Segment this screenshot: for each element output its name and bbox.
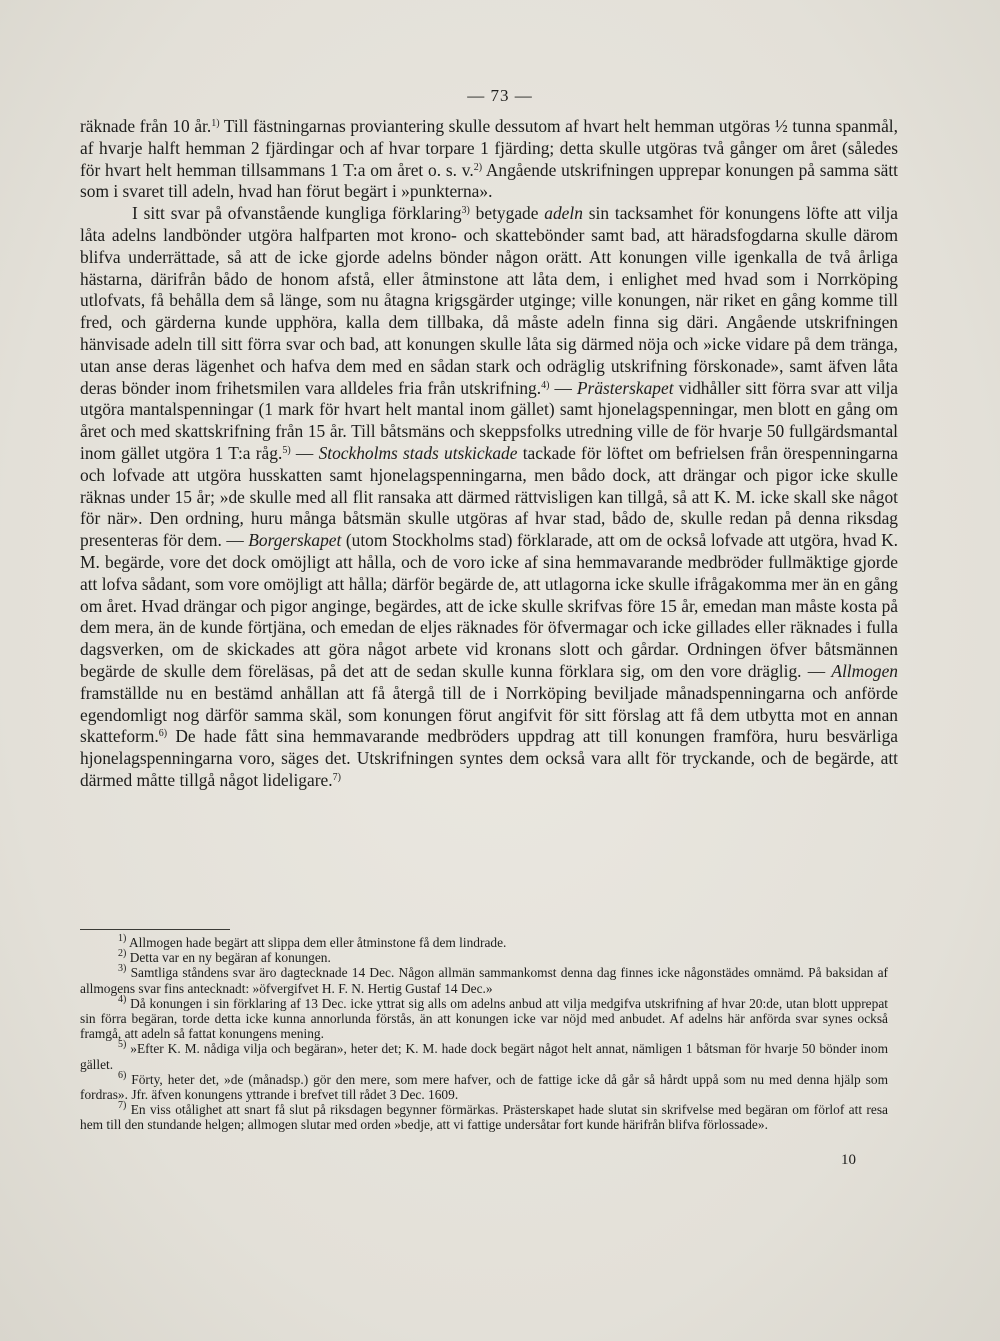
footnote [80,950,888,965]
text-segment: Till fästningarnas proviantering skulle dessutom af hvart helt hemman utgöras ½ tunna spanmål, af hvarje halft hemman 2 fjärdingar och af hvar torpare 1 fjärding; detta skulle utgöras två gånger om året (således för hvart helt hemman tillsammans 1 T:a om året o. s. v. [80,116,898,180]
text-segment: framställde nu en bestämd anhållan att få återgå till de i Norrköping beviljade månadspenningarna och anförde egendomligt nog därför samma skäl, som konungen förut angifvit för sitt förslag att få dem utbytta mot en annan skatteform. [80,682,898,747]
text-segment: räknade från 10 år. [80,116,212,136]
footnote-text: Allmogen hade begärt att slippa dem eller åtminstone få dem lindrade. [126,935,507,950]
text-segment: betygade [469,203,545,224]
footnote [80,1102,888,1132]
text-segment: (utom Stockholms stad) förklarade, att om de också lofvade att utgöra, hvad K. M. begärde, vore det dock omöjligt att hålla, och de voro icke af sina hemmavarande medbröder fullmäktige gjorde att lofva sådant, som vore omöjligt att hålla; därför begärde de, att utlagorna icke skulle ifrågakomma mer än en gång om året. Hvad drängar och pigor anginge, begärdes, att de icke skulle skrifvas före 15 år, emedan man måste kosta på dem mera, än de kunde förtjäna, och emedan de eljes räknades för öfvermagar och icke gillades eller räknades i fulla dagsverken, om de skickades att göra något arbete vid kronans slott och gårdar. Ordningen öfver båtsmännen begärde de skulle dem föreläsas, på det att de sedan skulle kunna förklara sig, om den vore dräglig. — [80,530,898,681]
footnote-text: En viss otålighet att snart få slut på riksdagen begynner förmärkas. Prästerskapet hade slutat sin skrifvelse med begäran om förlof att resa hem till den stundande helgen; allmogen slutar med orden »bedje, att vi fattige undersåtar fort kunde härifrån blifva förlossade». [80,1102,888,1133]
emphasized-text: adeln [544,203,583,224]
footnote-text: »Efter K. M. nådiga vilja och begäran», heter det; K. M. hade dock begärt något helt annat, nämligen 1 båtsman för hvarje 50 bönder inom gället. [80,1041,888,1072]
footnote [80,935,888,950]
footnotes [80,935,888,1133]
footnote-number: 5) [118,1039,127,1051]
footnote-number: 2) [118,948,127,960]
footnote-reference: 4) [541,379,550,391]
footnote-number: 4) [118,993,127,1005]
text-segment: — [290,442,319,463]
text-segment: — [549,377,577,398]
footnote-text: Då konungen i sin förklaring af 13 Dec. icke yttrat sig alls om adelns anbud att vilja medgifva utskrifning af hvar 20:de, utan blott upprepat sin förra begäran, torde detta icke kunna annorlunda förstås, än att konungen icke var nöjd med anbudet. Af adelns här anförda svar synes också framgå, att adeln så fattat konungens mening. [80,995,888,1042]
footnote-number: 3) [118,963,127,975]
emphasized-text: Prästerskapet [576,377,674,398]
text-segment: I sitt svar på ofvanstående kungliga förklaring [132,203,462,224]
body-paragraph [80,116,898,203]
text-segment: Angående utskrifningen upprepar konungen på samma sätt som i svaret till adeln, hvad han förut begärt i »punkterna». [80,159,898,202]
footnote-number: 7) [118,1100,127,1112]
signature-mark: 10 [841,1152,856,1168]
text-segment: tackade för löftet om befrielsen från örespenningarna och lofvade att utgöra husskatten samt hjonelagspenningarna, men bådo dock, att drängar och pigor icke skulle räknas under 15 år; »de skulle med all flit ransaka att därmed rättvisligen kan tillgå, så att K. M. icke skall ske något för när». Den ordning, huru många båtsmän skulle utgöras af hvar stad, bådo de, skulle redan på denna riksdag presenteras för dem. — [80,442,898,551]
footnote-number: 1) [118,933,127,944]
text-segment: vidhåller sitt förra svar att vilja utgöra mantalspenningar (1 mark för hvart helt mantal inom gället) samt hjonelagspenningar, men blott en gång om året och med skattskrifning från 15 år. Till båtsmäns och skeppsfolks utredning ville de för hvarje 50 fullgärdsmantal inom gället utgöra 1 T:a råg. [80,377,898,463]
body-text [80,116,898,792]
text-segment: De hade fått sina hemmavarande medbröders uppdrag att till konungen framföra, huru besvärliga hjonelagspenningarna voro, säges det. Utskrifningen syntes dem också vara allt för tryckande, och de begärde, att därmed måtte tillgå något lideligare. [80,726,898,790]
footnote-reference: 5) [282,444,291,456]
emphasized-text: Allmogen [831,660,898,681]
footnote-divider [80,929,230,930]
footnote-text: Samtliga ståndens svar äro dagtecknade 14 Dec. Någon allmän sammankomst denna dag finnes icke någonstädes omnämd. På baksidan af allmogens svar fins antecknadt: »öfvergifvet H. F. N. Hertig Gustaf 14 Dec.» [80,965,888,996]
text-segment: sin tacksamhet för konungens löfte att vilja låta adelns landbönder utgöra halfparten mot krono- och skattebönder samt bad, att häradsfogdarna skulle därom blifva underrättade, så att de icke gjorde adelns bönder någon orätt. Att konungen ville igenkalla de två årliga hästarna, därifrån bådo de honom afstå, eller åtminstone att låta dem, i enlighet med hvad som i Norrköping utlofvats, få behålla dem så länge, som nu åtagna krigsgärder utginge; ville konungen, när riket en gång komme till fred, och gärderna kunde upphöra, kalla dem tillbaka, då måste adeln finna sig däri. Angående utskrifningen hänvisade adeln till sitt förra svar och bad, att konungen skulle låta sig därmed nöja och »icke vidare på dem tränga, utan anse deras lägenhet och hafva dem med en sådan stark och odräglig utskrifning förskonade», samt äfven låta deras bönder inom frihetsmilen vara alldeles fria från utskrifning. [80,203,898,398]
emphasized-text: Borgerskapet [248,530,342,551]
footnote-reference: 1) [211,118,220,129]
footnote [80,965,888,995]
emphasized-text: Stockholms stads utskickade [318,442,518,463]
footnote-text: Detta var en ny begäran af konungen. [126,950,331,966]
footnote [80,1041,888,1071]
body-paragraph [80,203,898,792]
footnote [80,1069,888,1103]
footnote-reference: 3) [461,205,470,217]
footnote-reference: 6) [158,728,168,740]
footnote-reference: 2) [473,161,483,173]
page-number: — 73 — [467,86,533,105]
footnote-text: Förty, heter det, »de (månadsp.) gör den mere, som mere hafver, och de fattige icke då går så hårdt uppå som nu med denna hjälp som fordras». Jfr. äfven konungens yttrande i brefvet till rådet 3 Dec. 1609. [80,1071,888,1103]
footnote-number: 6) [118,1069,127,1081]
footnote [80,993,888,1042]
footnote-reference: 7) [332,771,341,783]
